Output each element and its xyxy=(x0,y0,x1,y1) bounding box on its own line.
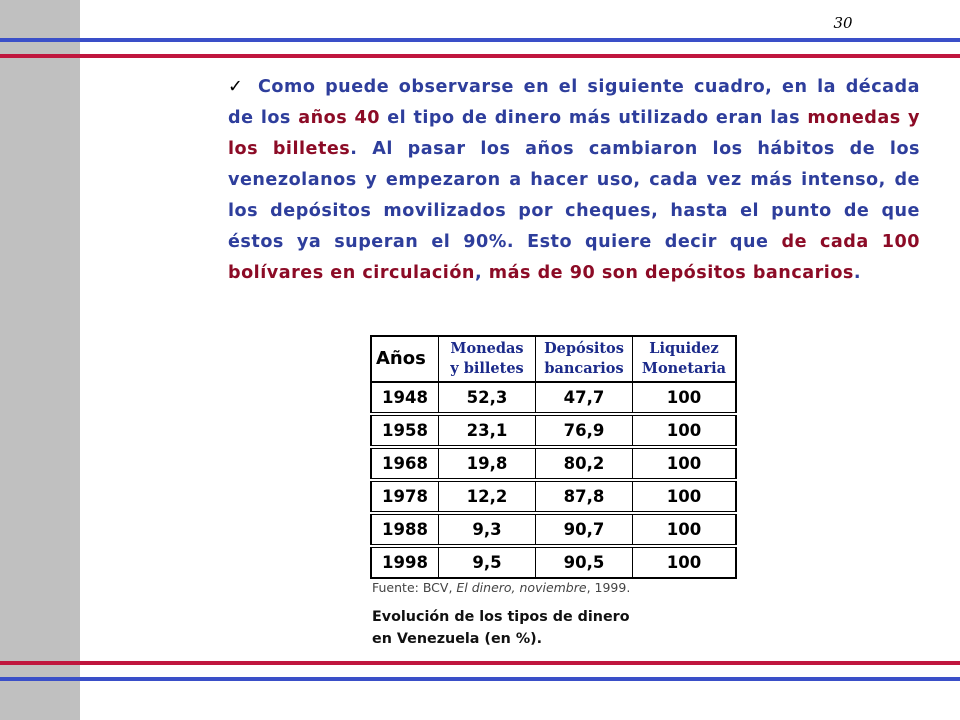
caption-line2: en Venezuela (en %). xyxy=(372,631,543,647)
header-liquidity-line1: Liquidez xyxy=(649,340,719,357)
paragraph-text-2: el tipo de dinero más utilizado eran las xyxy=(379,108,808,128)
body-paragraph xyxy=(228,72,920,289)
cell-deposits: 87,8 xyxy=(536,480,633,513)
header-coins-line1: Monedas xyxy=(450,340,524,357)
table-header-row xyxy=(371,336,736,382)
cell-year: 1988 xyxy=(371,513,439,546)
table-caption xyxy=(372,606,672,650)
caption-line1: Evolución de los tipos de dinero xyxy=(372,609,630,625)
checkmark-icon: ✓ xyxy=(228,77,244,97)
header-deposits-line2: bancarios xyxy=(544,360,624,377)
table-row xyxy=(371,414,736,447)
highlight-circulation: de cada 100 bolívares en circulación xyxy=(228,232,920,283)
bottom-rule-blue xyxy=(0,677,960,681)
cell-deposits: 90,5 xyxy=(536,546,633,578)
cell-year: 1958 xyxy=(371,414,439,447)
source-note xyxy=(372,580,630,595)
header-deposits-line1: Depósitos xyxy=(544,340,624,357)
header-deposits xyxy=(536,336,633,382)
cell-total: 100 xyxy=(633,546,737,578)
cell-coins: 52,3 xyxy=(439,382,536,414)
paragraph-text-5: . xyxy=(853,263,862,283)
cell-coins: 9,5 xyxy=(439,546,536,578)
cell-coins: 19,8 xyxy=(439,447,536,480)
cell-deposits: 90,7 xyxy=(536,513,633,546)
table-row xyxy=(371,382,736,414)
highlight-deposits: más de 90 son depósitos bancarios xyxy=(488,263,854,283)
bottom-rule-red xyxy=(0,661,960,665)
source-suffix: , 1999. xyxy=(586,580,631,595)
side-band xyxy=(0,0,80,720)
cell-total: 100 xyxy=(633,414,737,447)
header-liquidity-line2: Monetaria xyxy=(641,360,727,377)
highlight-years: años 40 xyxy=(298,108,380,128)
cell-deposits: 80,2 xyxy=(536,447,633,480)
top-rule-blue xyxy=(0,38,960,42)
cell-total: 100 xyxy=(633,480,737,513)
cell-total: 100 xyxy=(633,447,737,480)
cell-deposits: 76,9 xyxy=(536,414,633,447)
cell-year: 1948 xyxy=(371,382,439,414)
header-liquidity xyxy=(633,336,737,382)
paragraph-text-1: Como puede observarse en el siguiente cuadro, en la década de los xyxy=(228,77,920,128)
cell-year: 1978 xyxy=(371,480,439,513)
top-rule-red xyxy=(0,54,960,58)
cell-coins: 9,3 xyxy=(439,513,536,546)
header-coins xyxy=(439,336,536,382)
header-coins-line2: y billetes xyxy=(450,360,524,377)
source-title: El dinero, noviembre xyxy=(456,580,587,595)
money-types-table xyxy=(370,335,737,579)
table-row xyxy=(371,546,736,578)
page-number: 30 xyxy=(833,14,853,32)
header-years: Años xyxy=(371,336,439,382)
cell-coins: 23,1 xyxy=(439,414,536,447)
cell-year: 1998 xyxy=(371,546,439,578)
cell-total: 100 xyxy=(633,382,737,414)
cell-coins: 12,2 xyxy=(439,480,536,513)
cell-deposits: 47,7 xyxy=(536,382,633,414)
paragraph-text-4: , xyxy=(474,263,489,283)
table-row xyxy=(371,513,736,546)
paragraph-text-3: . Al pasar los años cambiaron los hábitos de los venezolanos y empezaron a hacer uso, cada vez más intenso, de los depósitos movilizados por cheques, hasta el punto de que éstos ya superan el 90%. Esto quiere decir que xyxy=(228,139,921,252)
cell-year: 1968 xyxy=(371,447,439,480)
table-row xyxy=(371,480,736,513)
source-prefix: Fuente: BCV, xyxy=(372,580,457,595)
cell-total: 100 xyxy=(633,513,737,546)
table-row xyxy=(371,447,736,480)
highlight-coins: monedas y los billetes xyxy=(228,108,920,159)
